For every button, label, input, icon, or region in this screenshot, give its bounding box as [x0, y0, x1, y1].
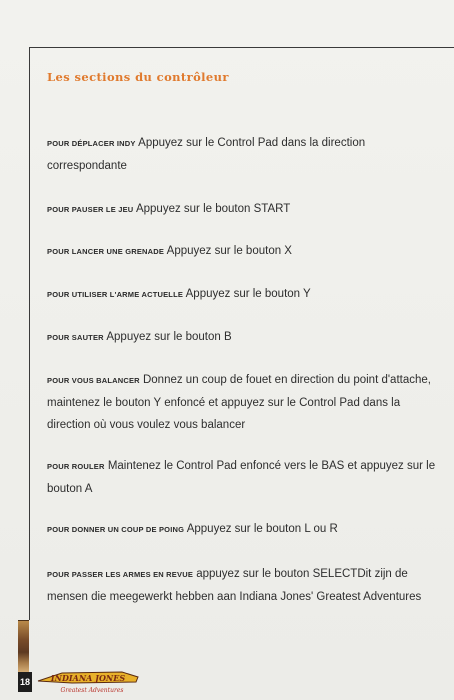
- entry-text: Appuyez sur le bouton L ou R: [184, 523, 338, 535]
- section-title: Les sections du contrôleur: [47, 70, 229, 84]
- entry-label: POUR LANCER UNE GRENADE: [47, 247, 165, 256]
- logo-subtitle: Greatest Adventures: [60, 687, 124, 694]
- entry-text: Appuyez sur le Control Pad dans la direction correspondante: [47, 137, 366, 172]
- page-number: 18: [18, 672, 32, 692]
- entry-label: POUR PAUSER LE JEU: [47, 205, 134, 214]
- entry-label: POUR UTILISER L'ARME ACTUELLE: [47, 290, 184, 299]
- entry-text: Appuyez sur le bouton B: [103, 331, 232, 343]
- entry-label: POUR ROULER: [47, 462, 105, 471]
- frame-line-top: [29, 47, 454, 48]
- entry-label: POUR SAUTER: [47, 333, 104, 342]
- entry-text: appuyez sur le bouton SELECTDit zijn de mensen die meegewerkt hebben aan Indiana Jones' Greatest Adventures: [47, 568, 422, 603]
- entry-text: Donnez un coup de fouet en direction du point d'attache, maintenez le bouton Y enfoncé et appuyez sur le Control Pad dans la direction où vous voulez vous balancer: [47, 374, 431, 431]
- entry-roll: [47, 455, 443, 500]
- entry-label: POUR PASSER LES ARMES EN REVUE: [47, 570, 194, 579]
- entry-grenade: [47, 240, 443, 263]
- indiana-jones-logo: [32, 669, 142, 695]
- entry-pause: [47, 198, 443, 221]
- entry-text: Appuyez sur le bouton Y: [183, 288, 311, 300]
- indy-thumbnail-image: [18, 620, 29, 673]
- entry-cycle-weapons: [47, 563, 443, 608]
- entry-label: POUR DÉPLACER INDY: [47, 139, 136, 148]
- entry-move: [47, 132, 443, 177]
- entry-jump: [47, 326, 443, 349]
- logo-title: INDIANA JONES: [50, 673, 126, 683]
- frame-line-left: [29, 47, 30, 620]
- entry-swing: [47, 369, 443, 436]
- entry-text: Appuyez sur le bouton X: [164, 245, 292, 257]
- entry-label: POUR DONNER UN COUP DE POING: [47, 525, 185, 534]
- entry-weapon: [47, 283, 443, 306]
- entry-punch: [47, 518, 443, 541]
- entry-text: Maintenez le Control Pad enfoncé vers le BAS et appuyez sur le bouton A: [47, 460, 436, 495]
- entry-label: POUR VOUS BALANCER: [47, 376, 140, 385]
- entry-text: Appuyez sur le bouton START: [133, 203, 291, 215]
